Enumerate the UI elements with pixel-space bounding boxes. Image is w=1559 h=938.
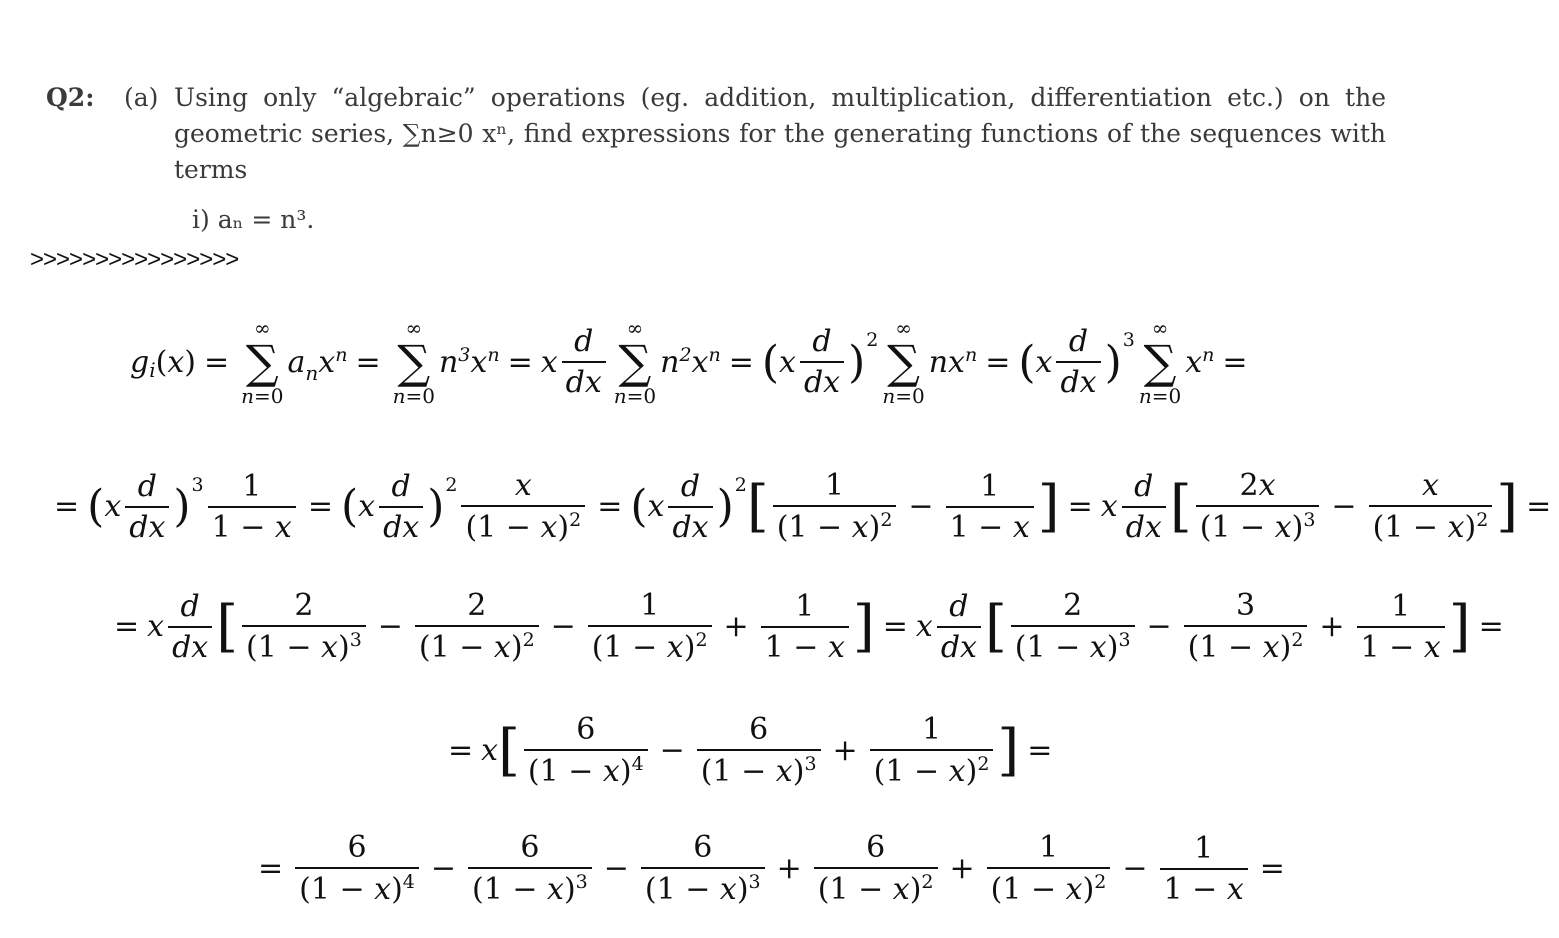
question-block: [46, 80, 1386, 238]
question-item: i) aₙ = n³.: [192, 205, 315, 234]
question-label: Q2:: [46, 83, 95, 112]
equation-line-2: = ( x $\frac{d}{dx}$ ) $^3$ $\frac{1}{1 - x}$ = ( x $\frac{d}{dx}$ ) $^2$ $\frac{x}{(1 - x)^2}$ = ( x $\frac{d}{dx}$ ) $^2$ [ $\frac{1}{(1 - x)^2}$ − $\frac{1}{1 - x}$ ] = x $\frac{d}{dx}$ [ $\frac{2x}{(1 - x)^3}$ − $\frac{x}{(1 - x)^2}$ ] =: [54, 468, 1552, 545]
equation-line-3: = x $\frac{d}{dx}$ [ $\frac{2}{(1 - x)^3}$ − $\frac{2}{(1 - x)^2}$ − $\frac{1}{(1 - x)^2}$ + $\frac{1}{1 - x}$ ] = x $\frac{d}{dx}$ [ $\frac{2}{(1 - x)^3}$ − $\frac{3}{(1 - x)^2}$ + $\frac{1}{1 - x}$ ] =: [114, 588, 1504, 665]
separator-line: >>>>>>>>>>>>>>>>: [30, 246, 239, 273]
question-text: Using only “algebraic” operations (eg. addition, multiplication, differentiation etc.) on the geometric series, ∑n≥0 xⁿ, find expressions for the generating functions of the sequences with terms: [174, 83, 1386, 184]
question-part: (a): [124, 83, 159, 112]
equation-line-1: g i ( x ) = ∞ ∑ n=0 $a_nx^n$ = ∞ ∑ n=0 $n^3x^n$ = x $\frac{d}{dx}$ ∞ ∑ n=0 $n^2x^n$ = ( x $\frac{d}{dx}$ ) $^2$ ∞ ∑ n=0 $nx^n$ = ( x $\frac{d}{dx}$ ) $^3$ ∞ ∑ n=0 $x^n$ =: [130, 316, 1248, 408]
equation-line-5: = $\frac{6}{(1 - x)^4}$ − $\frac{6}{(1 - x)^3}$ − $\frac{6}{(1 - x)^3}$ + $\frac{6}{(1 - x)^2}$ + $\frac{1}{(1 - x)^2}$ − $\frac{1}{1 - x}$ =: [258, 830, 1285, 907]
equation-line-4: = x [ $\frac{6}{(1 - x)^4}$ − $\frac{6}{(1 - x)^3}$ + $\frac{1}{(1 - x)^2}$ ] =: [448, 712, 1053, 789]
